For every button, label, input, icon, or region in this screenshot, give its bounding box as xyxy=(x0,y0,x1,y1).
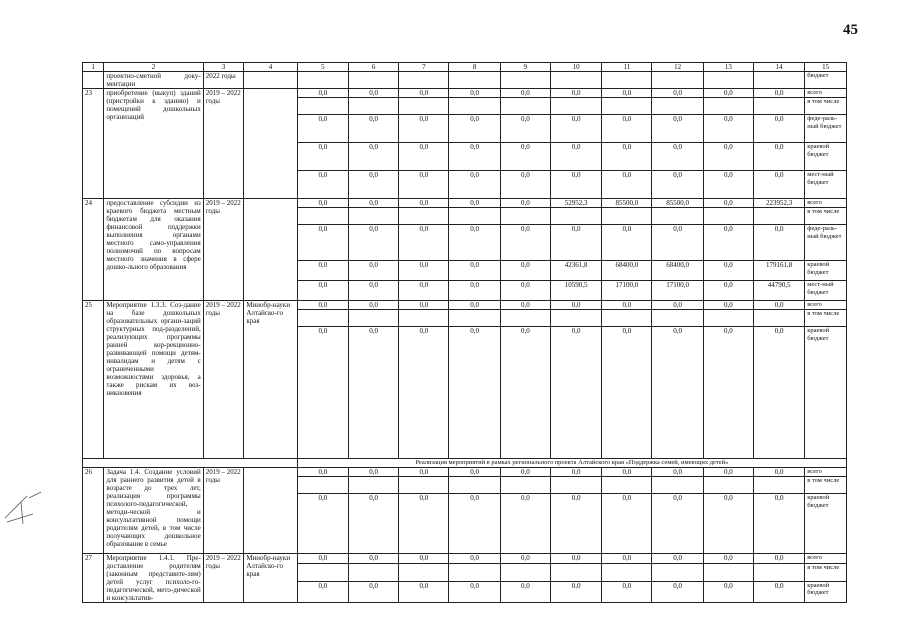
value-cell: 0,0 xyxy=(652,554,703,564)
value-cell xyxy=(703,310,753,327)
value-cell: 0,0 xyxy=(399,281,449,301)
value-cell xyxy=(349,477,399,494)
value-cell: 0,0 xyxy=(500,281,550,301)
row-executor xyxy=(244,199,297,301)
value-cell: 10590,5 xyxy=(550,281,601,301)
value-cell xyxy=(500,477,550,494)
value-cell xyxy=(602,208,652,225)
value-cell: 0,0 xyxy=(652,301,703,310)
value-cell: 0,0 xyxy=(399,327,449,459)
column-header: 8 xyxy=(449,63,500,72)
row-name: предоставление субсидии из краевого бюджета местным бюджетам для оказания финансовой поддержки выполнения органами местного само-управления полномочий по вопросам местного значения в сфере дошко-льного образования xyxy=(104,199,203,301)
value-cell xyxy=(753,72,804,89)
value-cell: 0,0 xyxy=(703,554,753,564)
value-cell: 0,0 xyxy=(349,301,399,310)
header-row xyxy=(83,63,847,72)
value-cell: 0,0 xyxy=(602,468,652,477)
funding-source: краевой бюджет xyxy=(805,581,847,602)
value-cell xyxy=(349,563,399,581)
value-cell: 0,0 xyxy=(399,554,449,564)
value-cell: 0,0 xyxy=(500,143,550,171)
value-cell: 0,0 xyxy=(500,261,550,281)
value-cell xyxy=(652,98,703,115)
value-cell: 0,0 xyxy=(652,494,703,554)
value-cell: 0,0 xyxy=(753,554,804,564)
row-executor xyxy=(244,89,297,199)
funding-source: в том числе xyxy=(805,98,847,115)
value-cell: 0,0 xyxy=(297,171,348,199)
funding-source: в том числе xyxy=(805,477,847,494)
value-cell: 0,0 xyxy=(753,327,804,459)
value-cell xyxy=(550,563,601,581)
value-cell xyxy=(449,72,500,89)
funding-source: всего xyxy=(805,468,847,477)
value-cell: 0,0 xyxy=(602,327,652,459)
value-cell: 0,0 xyxy=(703,143,753,171)
value-cell: 0,0 xyxy=(449,143,500,171)
value-cell xyxy=(753,208,804,225)
value-cell: 0,0 xyxy=(500,581,550,602)
value-cell xyxy=(500,310,550,327)
table-row xyxy=(83,554,847,564)
column-header: 11 xyxy=(602,63,652,72)
funding-source: мест-ный бюджет xyxy=(805,281,847,301)
value-cell: 0,0 xyxy=(652,581,703,602)
value-cell: 68400,0 xyxy=(602,261,652,281)
value-cell: 0,0 xyxy=(602,225,652,261)
value-cell xyxy=(703,477,753,494)
value-cell: 0,0 xyxy=(500,171,550,199)
value-cell: 85500,0 xyxy=(602,199,652,208)
value-cell xyxy=(500,563,550,581)
value-cell xyxy=(449,310,500,327)
value-cell: 0,0 xyxy=(500,225,550,261)
value-cell: 0,0 xyxy=(652,171,703,199)
value-cell: 0,0 xyxy=(349,261,399,281)
value-cell: 0,0 xyxy=(550,171,601,199)
table-row xyxy=(83,468,847,477)
value-cell xyxy=(399,477,449,494)
value-cell xyxy=(652,208,703,225)
value-cell: 0,0 xyxy=(500,327,550,459)
value-cell xyxy=(297,477,348,494)
value-cell xyxy=(349,310,399,327)
value-cell xyxy=(703,208,753,225)
value-cell xyxy=(399,208,449,225)
value-cell xyxy=(703,98,753,115)
row-years: 2019 – 2022 годы xyxy=(203,468,244,554)
value-cell xyxy=(449,98,500,115)
value-cell: 0,0 xyxy=(652,89,703,98)
value-cell: 85500,0 xyxy=(652,199,703,208)
value-cell: 0,0 xyxy=(297,199,348,208)
column-header: 9 xyxy=(500,63,550,72)
value-cell xyxy=(297,563,348,581)
value-cell xyxy=(500,208,550,225)
value-cell: 0,0 xyxy=(500,468,550,477)
value-cell: 0,0 xyxy=(602,171,652,199)
value-cell: 0,0 xyxy=(399,225,449,261)
value-cell xyxy=(349,208,399,225)
value-cell: 0,0 xyxy=(297,327,348,459)
value-cell: 0,0 xyxy=(399,115,449,143)
funding-source: краевой бюджет xyxy=(805,143,847,171)
value-cell: 0,0 xyxy=(500,89,550,98)
value-cell: 17100,0 xyxy=(602,281,652,301)
value-cell: 0,0 xyxy=(753,143,804,171)
column-header: 4 xyxy=(244,63,297,72)
value-cell: 0,0 xyxy=(703,115,753,143)
value-cell: 0,0 xyxy=(297,89,348,98)
value-cell xyxy=(500,98,550,115)
budget-table xyxy=(82,62,847,603)
value-cell: 0,0 xyxy=(449,225,500,261)
column-header: 12 xyxy=(652,63,703,72)
value-cell xyxy=(449,563,500,581)
column-header: 15 xyxy=(805,63,847,72)
value-cell xyxy=(399,98,449,115)
value-cell: 0,0 xyxy=(349,143,399,171)
value-cell xyxy=(550,208,601,225)
row-name: Мероприятие 1.4.1. Пре-доставление родителям (законным представите-лям) детей услуг психоло-го-педагогической, мето-дической и консультатив- xyxy=(104,554,203,603)
value-cell: 0,0 xyxy=(297,261,348,281)
row-years: 2019 – 2022 годы xyxy=(203,199,244,301)
value-cell xyxy=(550,98,601,115)
value-cell xyxy=(449,208,500,225)
value-cell: 0,0 xyxy=(500,494,550,554)
value-cell: 0,0 xyxy=(449,115,500,143)
value-cell: 0,0 xyxy=(753,494,804,554)
value-cell xyxy=(297,72,348,89)
row-number: 25 xyxy=(83,301,104,459)
value-cell: 0,0 xyxy=(500,199,550,208)
funding-source: всего xyxy=(805,554,847,564)
funding-source: феде-раль-ный бюджет xyxy=(805,115,847,143)
row-executor: Минобр-науки Алтайско-го края xyxy=(244,554,297,603)
value-cell: 0,0 xyxy=(449,554,500,564)
value-cell: 0,0 xyxy=(550,115,601,143)
value-cell xyxy=(652,563,703,581)
value-cell: 0,0 xyxy=(297,494,348,554)
row-number: 26 xyxy=(83,468,104,554)
column-header: 13 xyxy=(703,63,753,72)
continuation-row xyxy=(83,72,847,89)
value-cell: 0,0 xyxy=(449,468,500,477)
value-cell xyxy=(753,563,804,581)
value-cell xyxy=(602,72,652,89)
value-cell: 0,0 xyxy=(297,225,348,261)
handwritten-mark-icon xyxy=(3,488,45,528)
row-years: 2022 годы xyxy=(203,72,244,89)
value-cell xyxy=(753,98,804,115)
value-cell xyxy=(297,208,348,225)
column-header: 7 xyxy=(399,63,449,72)
row-years: 2019 – 2022 годы xyxy=(203,301,244,459)
row-years: 2019 – 2022 годы xyxy=(203,89,244,199)
value-cell xyxy=(602,310,652,327)
value-cell: 0,0 xyxy=(753,115,804,143)
column-header: 6 xyxy=(349,63,399,72)
value-cell: 0,0 xyxy=(349,581,399,602)
value-cell xyxy=(297,98,348,115)
column-header: 3 xyxy=(203,63,244,72)
value-cell: 0,0 xyxy=(703,581,753,602)
value-cell xyxy=(399,563,449,581)
column-header: 2 xyxy=(104,63,203,72)
value-cell: 0,0 xyxy=(449,199,500,208)
value-cell: 0,0 xyxy=(449,494,500,554)
funding-source: всего xyxy=(805,89,847,98)
value-cell: 0,0 xyxy=(349,171,399,199)
table-row xyxy=(83,301,847,310)
funding-source: мест-ный бюджет xyxy=(805,171,847,199)
funding-source: краевой бюджет xyxy=(805,327,847,459)
value-cell: 0,0 xyxy=(349,554,399,564)
value-cell: 0,0 xyxy=(297,281,348,301)
value-cell: 0,0 xyxy=(550,89,601,98)
value-cell: 0,0 xyxy=(399,89,449,98)
column-header: 10 xyxy=(550,63,601,72)
value-cell: 0,0 xyxy=(550,301,601,310)
value-cell: 0,0 xyxy=(602,301,652,310)
value-cell: 0,0 xyxy=(449,89,500,98)
value-cell: 0,0 xyxy=(652,327,703,459)
value-cell: 0,0 xyxy=(652,468,703,477)
value-cell: 0,0 xyxy=(349,494,399,554)
value-cell: 0,0 xyxy=(703,225,753,261)
value-cell: 0,0 xyxy=(349,281,399,301)
value-cell: 0,0 xyxy=(399,199,449,208)
value-cell: 0,0 xyxy=(500,301,550,310)
value-cell: 0,0 xyxy=(703,327,753,459)
section-banner: Реализация мероприятий в рамках регионального проекта Алтайского края «Поддержка семей, имеющих детей» xyxy=(297,459,846,468)
value-cell xyxy=(652,72,703,89)
row-name: приобретение (выкуп) зданий (пристройки к зданию) и помещений дошкольных организаций xyxy=(104,89,203,199)
value-cell xyxy=(703,72,753,89)
value-cell: 0,0 xyxy=(703,301,753,310)
value-cell: 223952,3 xyxy=(753,199,804,208)
column-header: 5 xyxy=(297,63,348,72)
value-cell: 68400,0 xyxy=(652,261,703,281)
value-cell: 0,0 xyxy=(297,115,348,143)
banner-spacer xyxy=(83,459,298,468)
value-cell: 0,0 xyxy=(500,115,550,143)
funding-source: бюджет xyxy=(805,72,847,89)
value-cell: 0,0 xyxy=(349,225,399,261)
table-row xyxy=(83,199,847,208)
value-cell: 0,0 xyxy=(500,554,550,564)
value-cell: 0,0 xyxy=(703,171,753,199)
value-cell: 0,0 xyxy=(753,171,804,199)
funding-source: в том числе xyxy=(805,208,847,225)
value-cell xyxy=(349,72,399,89)
funding-source: феде-раль-ный бюджет xyxy=(805,225,847,261)
value-cell: 17100,0 xyxy=(652,281,703,301)
value-cell: 0,0 xyxy=(449,171,500,199)
value-cell: 0,0 xyxy=(652,225,703,261)
value-cell: 0,0 xyxy=(703,261,753,281)
value-cell: 0,0 xyxy=(449,281,500,301)
value-cell xyxy=(602,477,652,494)
value-cell: 0,0 xyxy=(550,327,601,459)
value-cell: 0,0 xyxy=(297,143,348,171)
value-cell: 0,0 xyxy=(399,494,449,554)
value-cell: 0,0 xyxy=(753,225,804,261)
table-row xyxy=(83,89,847,98)
row-executor xyxy=(244,468,297,554)
value-cell: 0,0 xyxy=(550,143,601,171)
row-number: 23 xyxy=(83,89,104,199)
value-cell: 0,0 xyxy=(753,89,804,98)
value-cell: 0,0 xyxy=(449,261,500,281)
value-cell: 0,0 xyxy=(550,581,601,602)
row-years: 2019 – 2022 годы xyxy=(203,554,244,603)
value-cell xyxy=(399,72,449,89)
value-cell xyxy=(449,477,500,494)
row-number: 27 xyxy=(83,554,104,603)
value-cell: 0,0 xyxy=(703,494,753,554)
value-cell xyxy=(602,98,652,115)
row-name: Задача 1.4. Создание условий для раннего развития детей в возрасте до трех лет, реализация программы психолого-педагогической, методи-ческой и консультативной помощи родителям детей, в том числе получающих дошкольное образование в семье xyxy=(104,468,203,554)
value-cell xyxy=(550,72,601,89)
value-cell xyxy=(399,310,449,327)
funding-source: всего xyxy=(805,199,847,208)
funding-source: в том числе xyxy=(805,563,847,581)
value-cell: 0,0 xyxy=(449,581,500,602)
value-cell: 0,0 xyxy=(297,468,348,477)
value-cell xyxy=(349,98,399,115)
funding-source: краевой бюджет xyxy=(805,494,847,554)
value-cell: 0,0 xyxy=(602,143,652,171)
row-executor xyxy=(244,72,297,89)
value-cell xyxy=(652,310,703,327)
value-cell: 0,0 xyxy=(349,115,399,143)
value-cell: 0,0 xyxy=(550,554,601,564)
value-cell: 0,0 xyxy=(399,261,449,281)
value-cell: 0,0 xyxy=(297,581,348,602)
value-cell: 0,0 xyxy=(349,327,399,459)
value-cell: 0,0 xyxy=(349,468,399,477)
value-cell: 0,0 xyxy=(349,199,399,208)
funding-source: всего xyxy=(805,301,847,310)
value-cell xyxy=(753,477,804,494)
value-cell xyxy=(500,72,550,89)
row-number xyxy=(83,72,104,89)
value-cell: 0,0 xyxy=(703,468,753,477)
value-cell: 0,0 xyxy=(399,468,449,477)
value-cell: 0,0 xyxy=(399,581,449,602)
value-cell: 0,0 xyxy=(349,89,399,98)
value-cell: 0,0 xyxy=(703,89,753,98)
value-cell: 0,0 xyxy=(652,115,703,143)
value-cell xyxy=(297,310,348,327)
funding-source: краевой бюджет xyxy=(805,261,847,281)
value-cell: 0,0 xyxy=(652,143,703,171)
column-header: 1 xyxy=(83,63,104,72)
value-cell: 0,0 xyxy=(449,301,500,310)
row-name: проектно-сметной доку-ментации xyxy=(104,72,203,89)
value-cell xyxy=(550,310,601,327)
row-executor: Минобр-науки Алтайско-го края xyxy=(244,301,297,459)
row-name: Мероприятие 1.3.3. Соз-дание на базе дошкольных образовательных органи-заций структурных под-разделений, реализующих программы ранней кор-рекционно-развивающей помощи детям-инвалидам и детям с ограниченными возможностями здоровья, а также рискам их воз-никновения xyxy=(104,301,203,459)
value-cell: 0,0 xyxy=(602,494,652,554)
page-number: 45 xyxy=(843,22,858,38)
value-cell: 52952,3 xyxy=(550,199,601,208)
value-cell xyxy=(602,563,652,581)
row-number: 24 xyxy=(83,199,104,301)
value-cell xyxy=(550,477,601,494)
value-cell: 0,0 xyxy=(753,581,804,602)
value-cell: 0,0 xyxy=(753,468,804,477)
funding-source: в том числе xyxy=(805,310,847,327)
value-cell: 42361,8 xyxy=(550,261,601,281)
column-header: 14 xyxy=(753,63,804,72)
value-cell: 0,0 xyxy=(703,281,753,301)
value-cell: 0,0 xyxy=(297,301,348,310)
value-cell: 0,0 xyxy=(550,494,601,554)
value-cell: 0,0 xyxy=(602,554,652,564)
value-cell: 179161,8 xyxy=(753,261,804,281)
value-cell: 0,0 xyxy=(703,199,753,208)
value-cell: 44790,5 xyxy=(753,281,804,301)
value-cell: 0,0 xyxy=(753,301,804,310)
value-cell: 0,0 xyxy=(550,225,601,261)
value-cell: 0,0 xyxy=(297,554,348,564)
value-cell: 0,0 xyxy=(602,581,652,602)
value-cell xyxy=(652,477,703,494)
value-cell: 0,0 xyxy=(602,89,652,98)
value-cell: 0,0 xyxy=(602,115,652,143)
value-cell: 0,0 xyxy=(399,143,449,171)
value-cell: 0,0 xyxy=(449,327,500,459)
section-banner-row xyxy=(83,459,847,468)
value-cell: 0,0 xyxy=(399,301,449,310)
value-cell: 0,0 xyxy=(550,468,601,477)
value-cell xyxy=(753,310,804,327)
value-cell: 0,0 xyxy=(399,171,449,199)
value-cell xyxy=(703,563,753,581)
